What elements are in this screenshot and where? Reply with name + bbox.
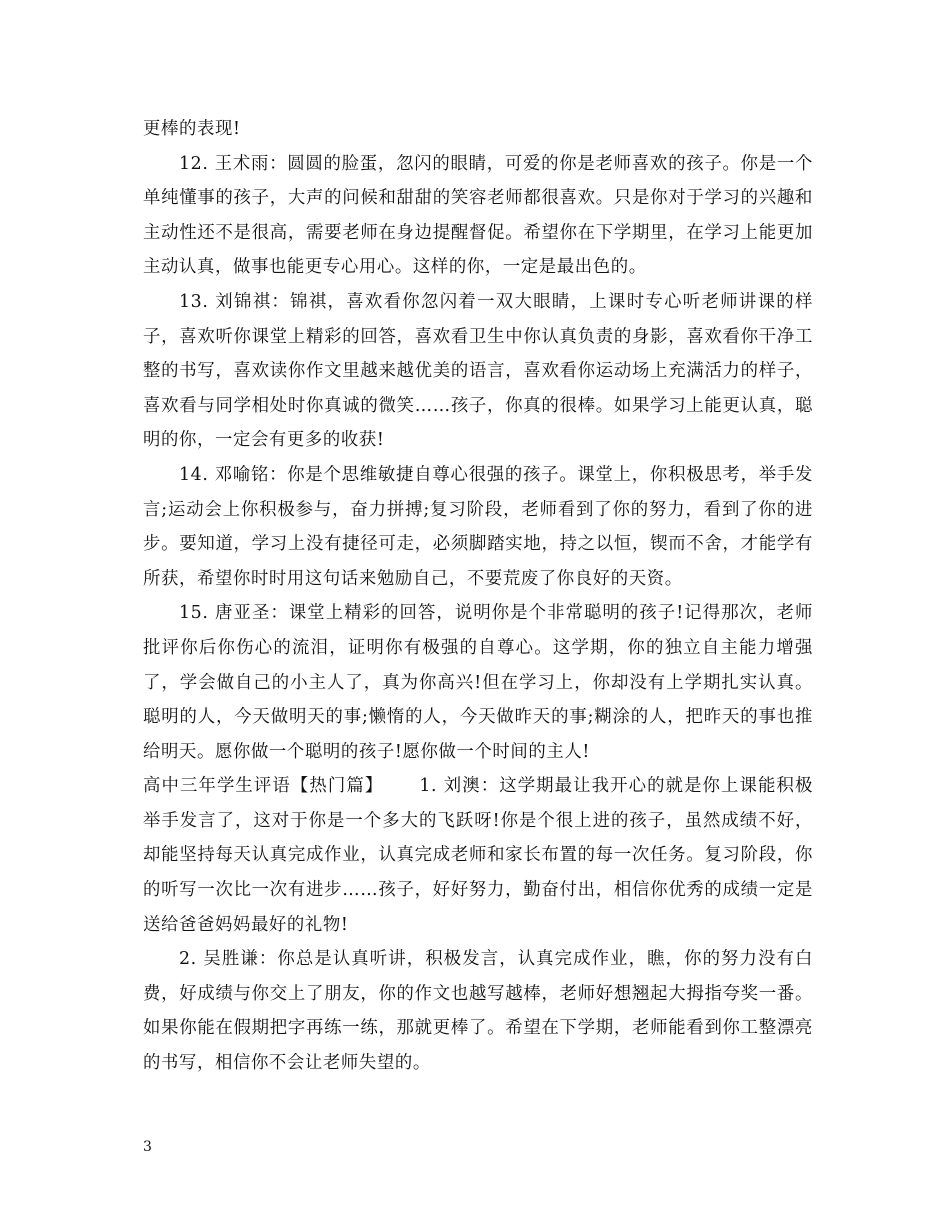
paragraph-continuation: 更棒的表现! xyxy=(143,119,241,139)
section-first-comment: 1. 刘澳：这学期最让我开心的就是你上课能积极举手发言了，这对于你是一个多大的飞跃呀!你是个很上进的孩子，虽然成绩不好，却能坚持每天认真完成作业，认真完成老师和家长布置的每一次任务。复习阶段，你的听写一次比一次有进步……孩子，好好努力，勤奋付出，相信你优秀的成绩一定是送给爸爸妈妈最好的礼物! xyxy=(143,776,813,935)
paragraph-comment-12: 12. 王术雨：圆圆的脸蛋，忽闪的眼睛，可爱的你是老师喜欢的孩子。你是一个单纯懂事的孩子，大声的问候和甜甜的笑容老师都很喜欢。只是你对于学习的兴趣和主动性还不是很高，需要老师在身边提醒督促。希望你在下学期里，在学习上能更加主动认真，做事也能更专心用心。这样的你，一定是最出色的。 xyxy=(143,153,813,278)
section-heading: 高中三年学生评语【热门篇】 xyxy=(143,776,384,797)
document-body xyxy=(143,112,813,1081)
page-number: 3 xyxy=(143,1139,152,1155)
section-paragraph xyxy=(143,769,813,942)
paragraph-comment-14: 14. 邓喻铭：你是个思维敏捷自尊心很强的孩子。课堂上，你积极思考，举手发言;运动会上你积极参与，奋力拼搏;复习阶段，老师看到了你的努力，看到了你的进步。要知道，学习上没有捷径可走，必须脚踏实地，持之以恒，锲而不舍，才能学有所获，希望你时时用这句话来勉励自己，不要荒废了你良好的天资。 xyxy=(143,464,813,589)
paragraph-comment-15: 15. 唐亚圣：课堂上精彩的回答，说明你是个非常聪明的孩子!记得那次，老师批评你后你伤心的流泪，证明你有极强的自尊心。这学期，你的独立自主能力增强了，学会做自己的小主人了，真为你高兴!但在学习上，你却没有上学期扎实认真。聪明的人，今天做明天的事;懒惰的人，今天做昨天的事;糊涂的人，把昨天的事也推给明天。愿你做一个聪明的孩子!愿你做一个时间的主人! xyxy=(143,603,813,762)
paragraph-comment-13: 13. 刘锦祺：锦祺，喜欢看你忽闪着一双大眼睛，上课时专心听老师讲课的样子，喜欢听你课堂上精彩的回答，喜欢看卫生中你认真负责的身影，喜欢看你干净工整的书写，喜欢读你作文里越来越优美的语言，喜欢看你运动场上充满活力的样子，喜欢看与同学相处时你真诚的微笑……孩子，你真的很棒。如果学习上能更认真，聪明的你，一定会有更多的收获! xyxy=(143,291,813,451)
paragraph-comment-2: 2. 吴胜谦：你总是认真听讲，积极发言，认真完成作业，瞧，你的努力没有白费，好成绩与你交上了朋友，你的作文也越写越棒，老师好想翘起大拇指夸奖一番。如果你能在假期把字再练一练，那就更棒了。希望在下学期，老师能看到你工整漂亮的书写，相信你不会让老师失望的。 xyxy=(143,949,813,1074)
